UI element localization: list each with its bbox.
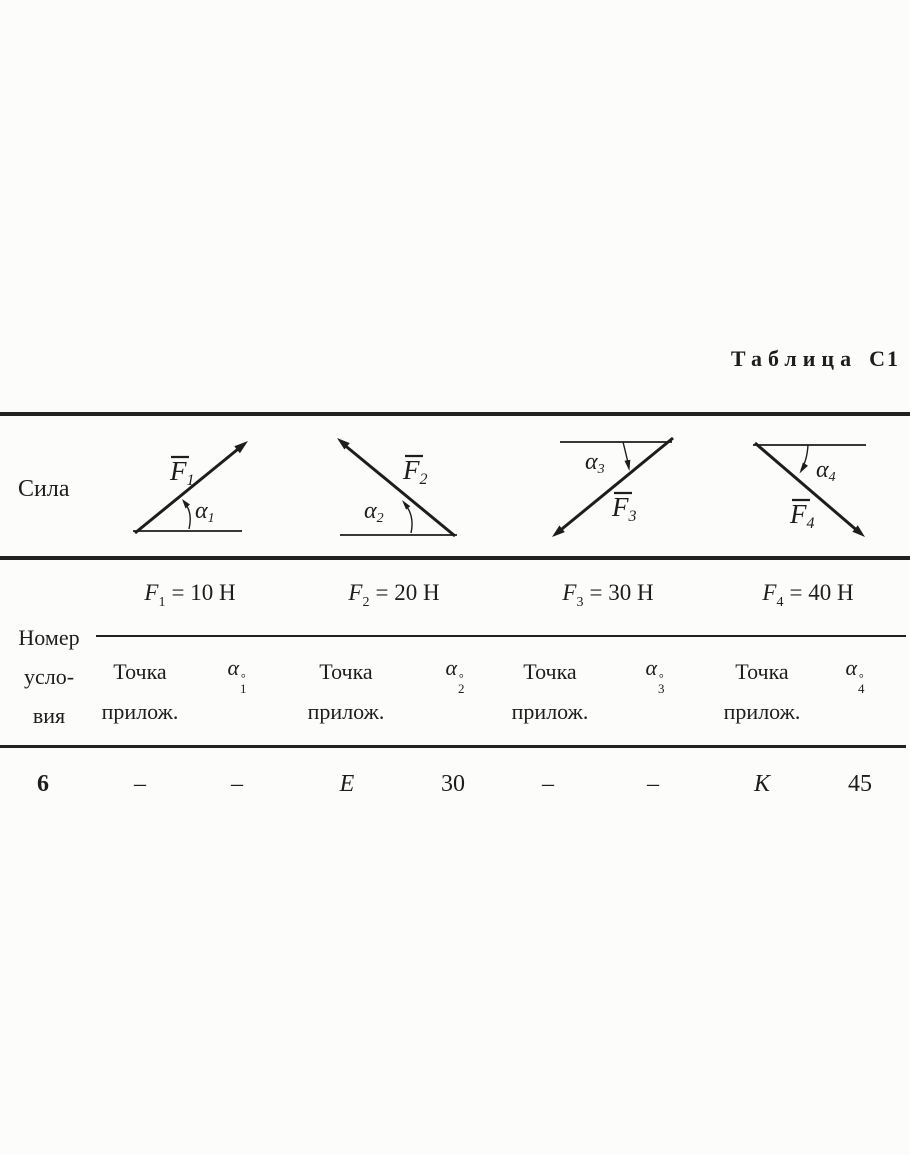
f2-angle-arrowhead: [402, 500, 410, 510]
f3-force-label: F3: [612, 492, 637, 525]
data-cell-point-1: –: [134, 771, 146, 797]
data-cell-point-4: K: [753, 771, 770, 797]
row-label-line3: вия: [32, 703, 66, 728]
col-header-point-3: [485, 652, 615, 732]
row-label-line2: усло-: [23, 664, 75, 689]
table-title: [731, 346, 900, 372]
angle-1-symbol: α: [227, 655, 240, 680]
col-header-point-2-line1: Точка: [319, 659, 373, 684]
f2-vector: [342, 443, 455, 536]
col-header-point-1: [75, 652, 205, 732]
angle-4-symbol: α: [845, 655, 858, 680]
f3-angle-arrowhead: [625, 460, 631, 471]
angle-3-degree-mark: °: [658, 671, 664, 685]
data-cell-point-3: –: [542, 771, 554, 797]
col-header-point-3-line2: прилож.: [511, 699, 589, 724]
force-diagram-f3: [548, 434, 676, 538]
col-header-point-4-line2: прилож.: [723, 699, 801, 724]
force-value-f2: $F_2 = 20$ Н: [348, 580, 440, 610]
f4-force-label: F4: [790, 499, 815, 532]
force-value-f3: $F_3 = 30$ Н: [562, 580, 654, 610]
force-value-f1: $F_1 = 10$ Н: [144, 580, 236, 610]
col-header-point-4: [697, 652, 827, 732]
force-row-label: Сила: [18, 476, 70, 502]
angle-1-degree-mark: °: [240, 671, 246, 685]
force-diagram-f2: [333, 436, 461, 538]
row-label-line1: Номер: [18, 625, 80, 650]
angle-2-symbol: α: [445, 655, 458, 680]
col-header-angle-2: [425, 655, 485, 695]
f1-angle-label: α1: [195, 498, 215, 526]
condition-number-cell: 6: [37, 771, 49, 797]
data-cell-angle-1: –: [231, 771, 243, 797]
rule-subheader: [96, 635, 906, 637]
col-header-angle-4: [825, 655, 885, 695]
angle-2-degree-mark: °: [458, 671, 464, 685]
col-header-point-1-line2: прилож.: [101, 699, 179, 724]
rule-header-bottom: [0, 745, 906, 748]
f3-angle-label: α3: [585, 449, 605, 477]
angle-3-symbol: α: [645, 655, 658, 680]
data-cell-angle-4: 45: [848, 771, 872, 797]
f1-vector: [135, 445, 243, 533]
table-title-number: С1: [869, 346, 900, 371]
angle-2-index: 2: [458, 681, 465, 696]
col-header-angle-1: [207, 655, 267, 695]
col-header-point-2-line2: прилож.: [307, 699, 385, 724]
data-cell-angle-3: –: [647, 771, 659, 797]
col-header-point-3-line1: Точка: [523, 659, 577, 684]
col-header-point-1-line1: Точка: [113, 659, 167, 684]
force-diagram-f4: [748, 439, 870, 538]
force-diagram-f1: [128, 436, 252, 538]
force-value-f4: $F_4 = 40$ Н: [762, 580, 854, 610]
rule-table-top: [0, 412, 910, 416]
angle-4-degree-mark: °: [858, 671, 864, 685]
f1-angle-arrowhead: [182, 499, 190, 509]
table-title-word: Таблица: [730, 346, 858, 371]
data-cell-angle-2: 30: [441, 771, 465, 797]
rule-forces-bottom: [0, 556, 910, 560]
data-cell-point-2: E: [339, 771, 355, 797]
col-header-point-4-line1: Точка: [735, 659, 789, 684]
f4-angle-label: α4: [816, 457, 836, 485]
angle-4-index: 4: [858, 681, 865, 696]
col-header-point-2: [281, 652, 411, 732]
f2-force-label: F2: [403, 455, 428, 488]
f4-angle-arrowhead: [800, 463, 809, 474]
f1-force-label: F1: [170, 456, 195, 489]
f2-angle-label: α2: [364, 498, 384, 526]
angle-1-index: 1: [240, 681, 247, 696]
angle-3-index: 3: [658, 681, 665, 696]
col-header-angle-3: [625, 655, 685, 695]
